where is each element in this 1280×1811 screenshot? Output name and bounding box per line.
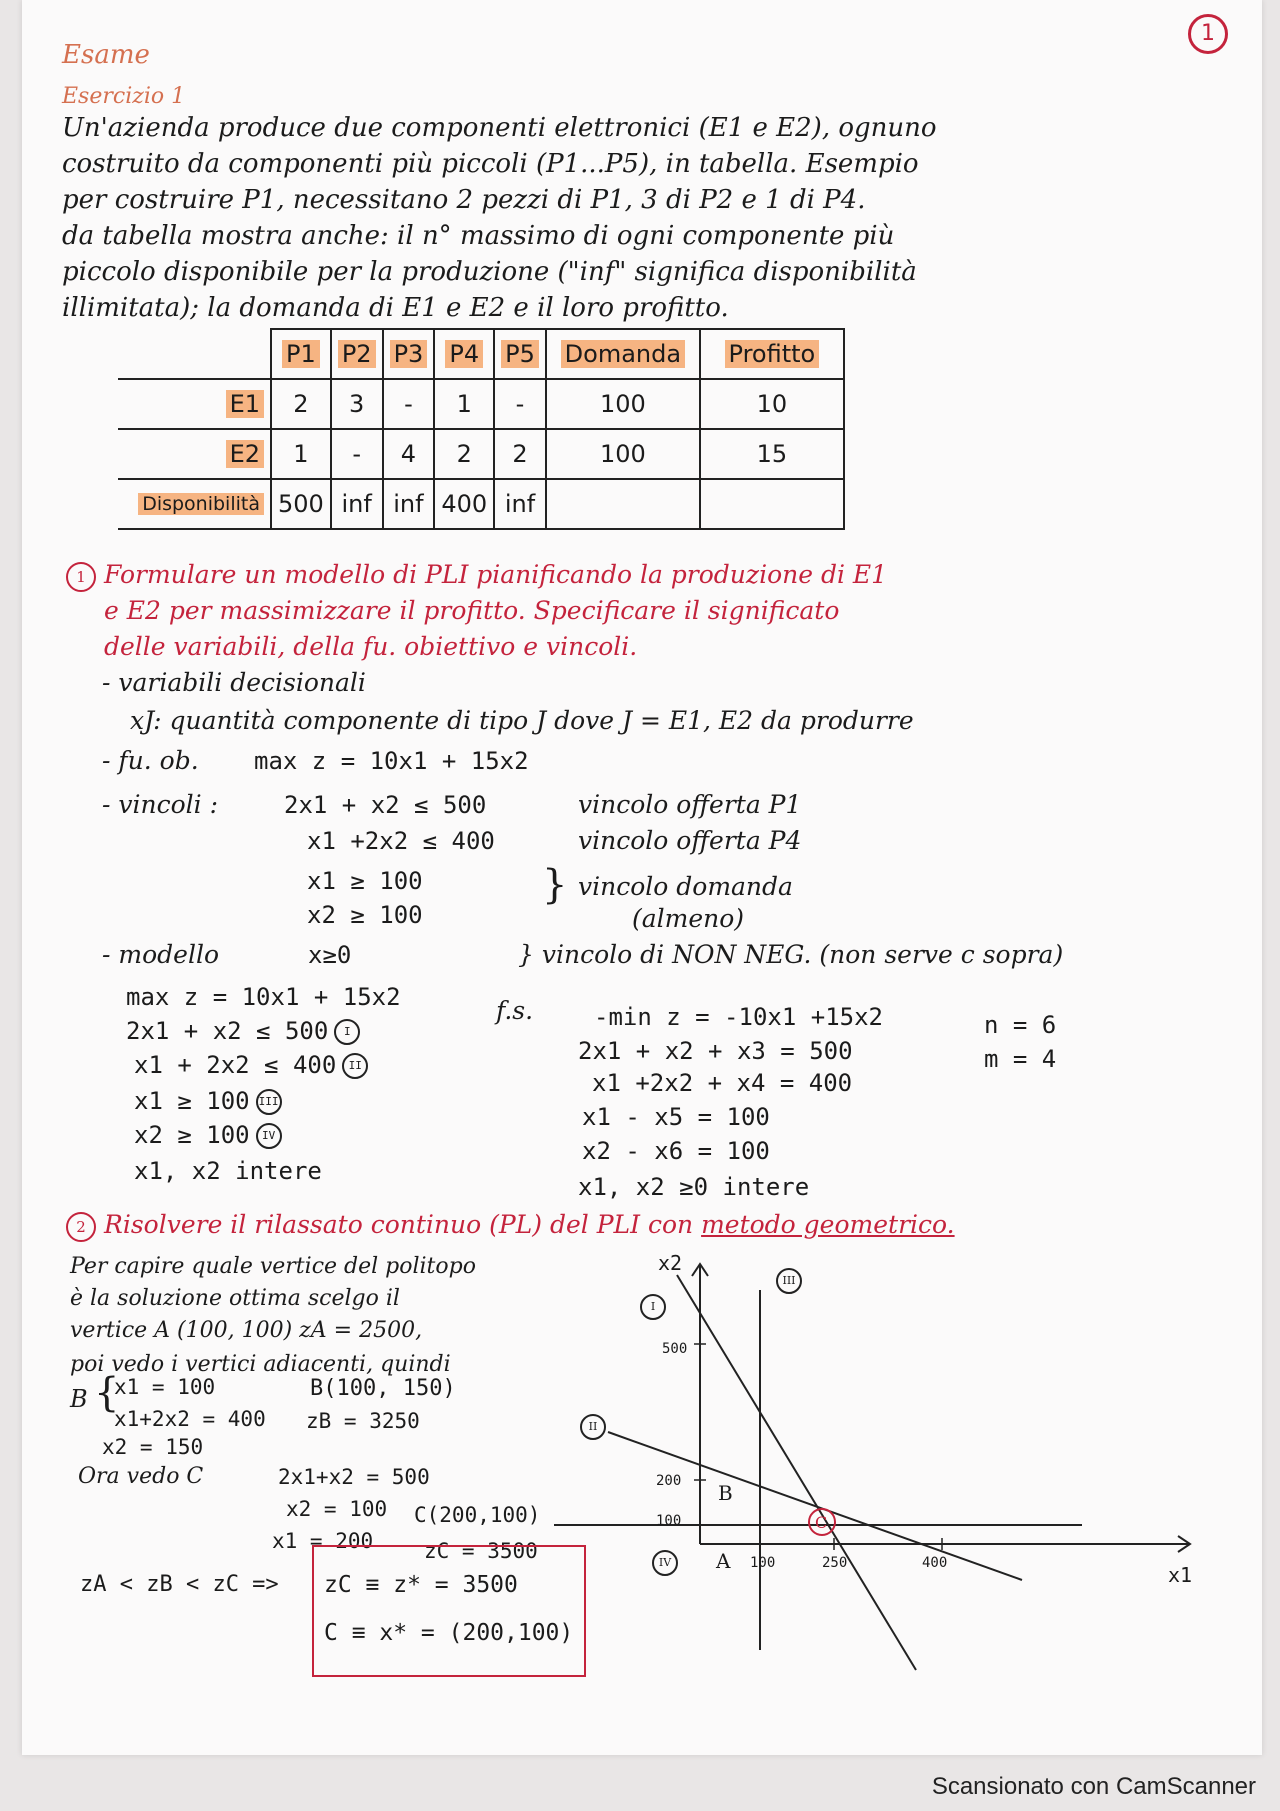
model-line: x1, x2 intere: [134, 1157, 322, 1185]
intro-line: Un'azienda produce due componenti elettronici (E1 e E2), ognuno: [62, 113, 937, 143]
standard-form-line: x1 - x5 = 100: [582, 1103, 770, 1131]
scanner-footer: Scansionato con CamScanner: [931, 1773, 1256, 1800]
table-cell: 4: [383, 429, 435, 479]
x-tick-label: 400: [922, 1555, 948, 1571]
m-count: m = 4: [984, 1045, 1057, 1073]
intro-line: costruito da componenti più piccoli (P1...P5), in tabella. Esempio: [62, 149, 919, 179]
q1-number-badge: 1: [66, 562, 96, 592]
x-axis-label: x1: [1168, 1563, 1193, 1587]
n-count: n = 6: [984, 1011, 1057, 1039]
q2-number-badge: 2: [66, 1212, 96, 1242]
model-line: x1 ≥ 100 III: [134, 1086, 282, 1116]
table-cell: 1: [271, 429, 331, 479]
table-cell: 2: [434, 429, 494, 479]
intro-line: da tabella mostra anche: il n° massimo di ogni componente più: [62, 221, 895, 251]
constraint-expr: 2x1 + x2 ≤ 500: [284, 791, 487, 819]
table-header-cell: P1: [271, 329, 331, 379]
vertex-b-line: x1+2x2 = 400: [114, 1407, 266, 1431]
model-line: x1 + 2x2 ≤ 400 II: [134, 1050, 368, 1080]
q2-work-line: è la soluzione ottima scelgo il: [70, 1286, 400, 1311]
intro-line: illimitata); la domanda di E1 e E2 e il loro profitto.: [62, 293, 729, 323]
standard-form-line: -min z = -10x1 +15x2: [594, 1003, 883, 1031]
table-cell: 100: [546, 379, 700, 429]
model-line: 2x1 + x2 ≤ 500 I: [126, 1016, 360, 1046]
table-cell: 10: [700, 379, 844, 429]
vertex-c-graph-label: C: [815, 1513, 828, 1532]
q2-work-line: vertice A (100, 100) zA = 2500,: [70, 1318, 423, 1343]
vertex-b-label: B: [70, 1385, 88, 1413]
table-cell: -: [331, 429, 383, 479]
nonneg-note: } vincolo di NON NEG. (non serve c sopra): [518, 940, 1064, 969]
y-tick-label: 500: [662, 1341, 688, 1357]
line-label-III: III: [770, 1264, 802, 1294]
q1-line: 1 Formulare un modello di PLI pianificando la produzione di E1: [66, 560, 887, 592]
variables-label: - variabili decisionali: [102, 668, 366, 697]
y-tick-label: 100: [656, 1513, 682, 1529]
x-tick-label: 100: [750, 1555, 776, 1571]
variables-definition: xJ: quantità componente di tipo J dove J = E1, E2 da produrre: [130, 706, 914, 735]
line-label-I: I: [634, 1290, 666, 1320]
page-number-badge: 1: [1188, 14, 1228, 54]
feasible-region-graph: [22, 0, 1262, 1755]
table-cell: 15: [700, 429, 844, 479]
nonneg-expr: x≥0: [308, 941, 352, 969]
constraint-line-I: [677, 1275, 916, 1670]
constraint-note: vincolo offerta P1: [578, 790, 802, 819]
table-cell: 100: [546, 429, 700, 479]
vertex-c-point: C(200,100): [414, 1503, 541, 1527]
line-label-IV: IV: [646, 1546, 678, 1576]
constraint-note: vincolo offerta P4: [578, 826, 802, 855]
line-label-II: II: [574, 1410, 606, 1440]
q2-work-line: poi vedo i vertici adiacenti, quindi: [70, 1352, 451, 1377]
table-header-cell: P3: [383, 329, 435, 379]
standard-form-label: f.s.: [496, 996, 534, 1025]
model-line: x2 ≥ 100 IV: [134, 1120, 282, 1150]
table-cell: 2: [494, 429, 546, 479]
vertex-b-graph-label: B: [718, 1481, 733, 1505]
comparison: zA < zB < zC =>: [80, 1572, 279, 1597]
constraint-expr: x1 +2x2 ≤ 400: [307, 827, 495, 855]
table-cell: inf: [331, 479, 383, 529]
vertex-b-point: B(100, 150): [310, 1376, 456, 1401]
y-tick-label: 200: [656, 1473, 682, 1489]
constraint-tag: II: [342, 1053, 368, 1079]
table-cell: 3: [331, 379, 383, 429]
brace: {: [94, 1370, 120, 1416]
constraint-tag: I: [334, 1019, 360, 1045]
table-cell: 2: [271, 379, 331, 429]
table-cell: 1: [434, 379, 494, 429]
row-label: Disponibilità: [118, 479, 271, 529]
table-header-cell: Domanda: [546, 329, 700, 379]
standard-form-line: x1 +2x2 + x4 = 400: [592, 1069, 853, 1097]
table-cell: 400: [434, 479, 494, 529]
y-axis-label: x2: [658, 1251, 683, 1275]
intro-line: per costruire P1, necessitano 2 pezzi di P1, 3 di P2 e 1 di P4.: [62, 185, 866, 215]
q2-work-line: Per capire quale vertice del politopo: [70, 1254, 476, 1279]
row-label: E2: [118, 429, 271, 479]
x-tick-label: 250: [822, 1555, 848, 1571]
q1-line: delle variabili, della fu. obiettivo e vincoli.: [104, 632, 638, 661]
model-line: max z = 10x1 + 15x2: [126, 983, 401, 1011]
objective-label: - fu. ob.: [102, 746, 199, 775]
table-header-cell: Profitto: [700, 329, 844, 379]
row-label: E1: [118, 379, 271, 429]
vertex-c-line: x1 = 200: [272, 1529, 374, 1553]
constraint-tag: IV: [256, 1123, 282, 1149]
vertex-b-z: zB = 3250: [306, 1409, 420, 1433]
table-header-cell: P2: [331, 329, 383, 379]
table-cell: 500: [271, 479, 331, 529]
q2-method: metodo geometrico.: [701, 1210, 955, 1239]
constraint-expr: x1 ≥ 100: [307, 867, 423, 895]
demand-note: vincolo domanda: [578, 872, 793, 901]
vertex-c-line: x2 = 100: [286, 1497, 388, 1521]
table-header-cell: P4: [434, 329, 494, 379]
vertex-c-line: 2x1+x2 = 500: [278, 1465, 430, 1489]
constraint-tag: III: [256, 1089, 282, 1115]
table-header-cell: P5: [494, 329, 546, 379]
model-label: - modello: [102, 940, 219, 969]
table-cell: -: [383, 379, 435, 429]
constraint-expr: x2 ≥ 100: [307, 901, 423, 929]
q1-line: e E2 per massimizzare il profitto. Specificare il significato: [104, 596, 840, 625]
constraints-label: - vincoli :: [102, 790, 219, 819]
demand-note-2: (almeno): [632, 904, 745, 933]
vertex-b-line: x1 = 100: [114, 1375, 216, 1399]
table-cell: inf: [383, 479, 435, 529]
vertex-b-line: x2 = 150: [102, 1435, 204, 1459]
result-optimal-z: zC ≡ z* = 3500: [324, 1572, 518, 1598]
table-cell: -: [494, 379, 546, 429]
vertex-a-label: A: [716, 1549, 731, 1573]
standard-form-line: x1, x2 ≥0 intere: [578, 1173, 810, 1201]
objective-function: max z = 10x1 + 15x2: [254, 747, 529, 775]
vertex-c-intro: Ora vedo C: [78, 1464, 204, 1489]
brace: }: [542, 862, 568, 908]
standard-form-line: 2x1 + x2 + x3 = 500: [578, 1037, 853, 1065]
q2-line: 2 Risolvere il rilassato continuo (PL) del PLI con metodo geometrico.: [66, 1210, 955, 1242]
result-optimal-x: C ≡ x* = (200,100): [324, 1620, 574, 1646]
scanned-page: [22, 0, 1262, 1755]
standard-form-line: x2 - x6 = 100: [582, 1137, 770, 1165]
vertex-c-z: zC = 3500: [424, 1539, 538, 1563]
exercise-title: Esercizio 1: [62, 84, 186, 109]
table-cell: inf: [494, 479, 546, 529]
intro-line: piccolo disponibile per la produzione ("inf" significa disponibilità: [62, 257, 917, 287]
page-title: Esame: [62, 40, 150, 70]
